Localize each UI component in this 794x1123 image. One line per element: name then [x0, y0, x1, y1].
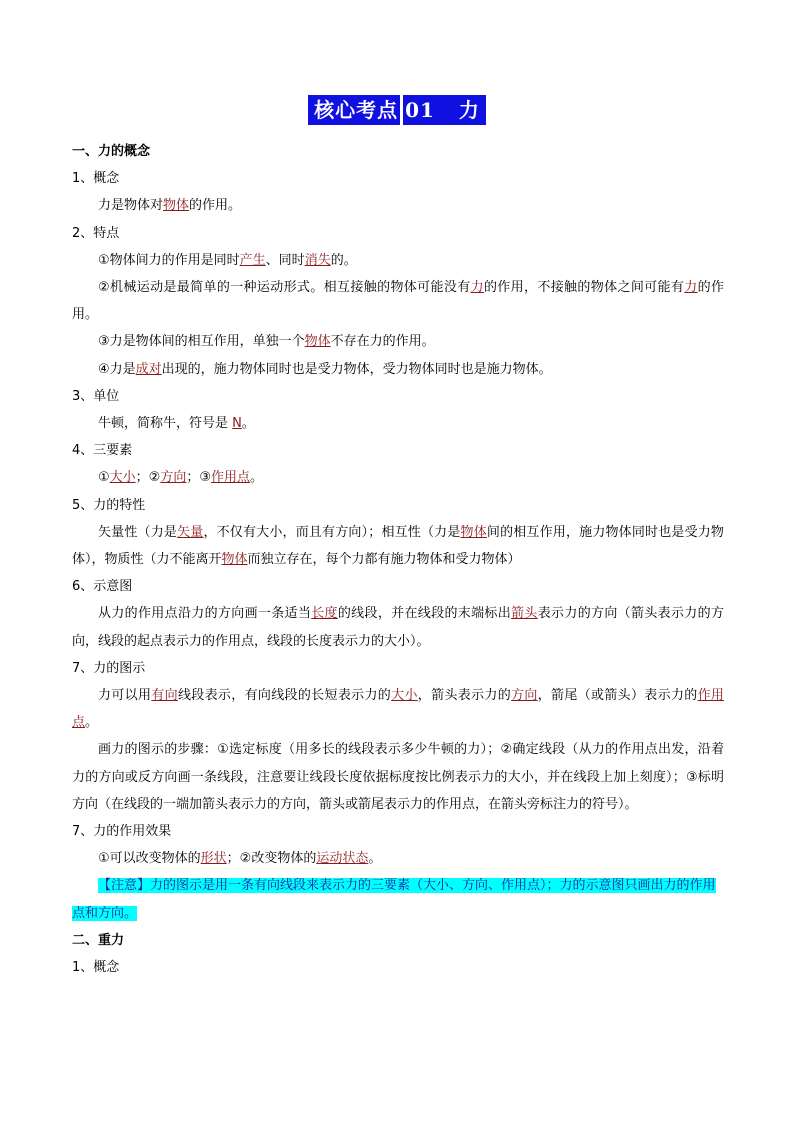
note-callout	[72, 872, 724, 926]
blank-answer: 作用点	[211, 470, 251, 486]
blank-answer: 物体	[304, 334, 331, 350]
page-title	[308, 95, 486, 125]
blank-answer: 作用点	[72, 688, 724, 731]
feature-item-4: ④力是成对出现的，施力物体同时也是受力物体，受力物体同时也是施力物体。	[98, 361, 552, 377]
subheading-properties: 5、力的特性	[72, 497, 146, 513]
title-container	[0, 95, 794, 125]
subheading-concept: 1、概念	[72, 171, 120, 187]
force-effect-text: ①可以改变物体的形状；②改变物体的运动状态。	[98, 851, 382, 867]
title-text-part1: 核心考点	[314, 98, 399, 122]
note-label: 【注意】	[98, 878, 151, 894]
feature-item-3: ③力是物体间的相互作用，单独一个物体不存在力的作用。	[98, 334, 435, 350]
section-heading-force-concept: 一、力的概念	[72, 144, 151, 159]
blank-answer: 矢量	[177, 524, 204, 540]
concept-text: 力是物体对物体的作用。	[98, 198, 242, 214]
subheading-diagram: 6、示意图	[72, 579, 133, 595]
title-text-part2: 01	[405, 98, 435, 122]
title-text-part3: 力	[458, 98, 480, 122]
blank-answer: 有向	[151, 688, 178, 704]
section-heading-gravity: 二、重力	[72, 932, 125, 948]
blank-answer: N	[232, 416, 242, 432]
note-text: 力的图示是用一条有向线段来表示力的三要素（大小、方向、作用点）；力的示意图只画出力的作用点和方向。	[72, 878, 716, 921]
title-divider	[400, 95, 403, 125]
blank-answer: 成对	[135, 361, 162, 377]
blank-answer: 产生	[239, 252, 266, 268]
blank-answer: 力	[470, 280, 484, 296]
blank-answer: 运动状态	[316, 851, 369, 867]
blank-answer: 物体	[221, 552, 248, 568]
blank-answer: 方向	[160, 470, 187, 486]
force-graphic-text-1: 力可以用有向线段表示，有向线段的长短表示力的大小，箭头表示力的方向，箭尾（或箭头）表示力的作用点。	[72, 688, 724, 731]
subheading-force-effect: 7、力的作用效果	[72, 824, 172, 840]
blank-answer: 形状	[200, 851, 227, 867]
properties-text: 矢量性（力是矢量，不仅有大小，而且有方向）；相互性（力是物体间的相互作用，施力物体同时也是受力物体），物质性（力不能离开物体而独立存在，每个力都有施力物体和受力物体）	[72, 524, 724, 568]
subheading-three-elements: 4、三要素	[72, 443, 133, 459]
three-elements-text: ①大小；②方向；③作用点。	[98, 470, 264, 486]
subheading-gravity-concept: 1、概念	[72, 960, 120, 976]
blank-answer: 方向	[511, 688, 538, 704]
blank-answer: 箭头	[511, 606, 538, 622]
blank-answer: 物体	[163, 198, 190, 214]
subheading-features: 2、特点	[72, 225, 120, 241]
force-graphic-steps: 画力的图示的步骤：①选定标度（用多长的线段表示多少牛顿的力）；②确定线段（从力的作用点出发，沿着力的方向或反方向画一条线段，注意要让线段长度依据标度按比例表示力的大小，并在线段上加上刻度）；③标明方向（在线段的一端加箭头表示力的方向，箭头或箭尾表示力的作用点，在箭头旁标注力的符号）。	[72, 742, 724, 812]
unit-text: 牛顿，简称牛，符号是 N。	[98, 416, 255, 432]
subheading-unit: 3、单位	[72, 388, 120, 404]
document-body	[72, 138, 724, 981]
blank-answer: 长度	[311, 606, 338, 622]
blank-answer: 消失	[304, 252, 331, 268]
subheading-force-graphic: 7、力的图示	[72, 660, 146, 676]
blank-answer: 大小	[391, 688, 418, 704]
feature-item-2: ②机械运动是最简单的一种运动形式。相互接触的物体可能没有力的作用，不接触的物体之间可能有力的作用。	[72, 280, 724, 323]
blank-answer: 力	[684, 280, 698, 296]
diagram-text: 从力的作用点沿力的方向画一条适当长度的线段，并在线段的末端标出箭头表示力的方向（箭头表示力的方向，线段的起点表示力的作用点，线段的长度表示力的大小）。	[72, 606, 724, 649]
feature-item-1: ①物体间力的作用是同时产生、同时消失的。	[98, 252, 357, 268]
blank-answer: 大小	[109, 470, 136, 486]
blank-answer: 物体	[460, 524, 487, 540]
